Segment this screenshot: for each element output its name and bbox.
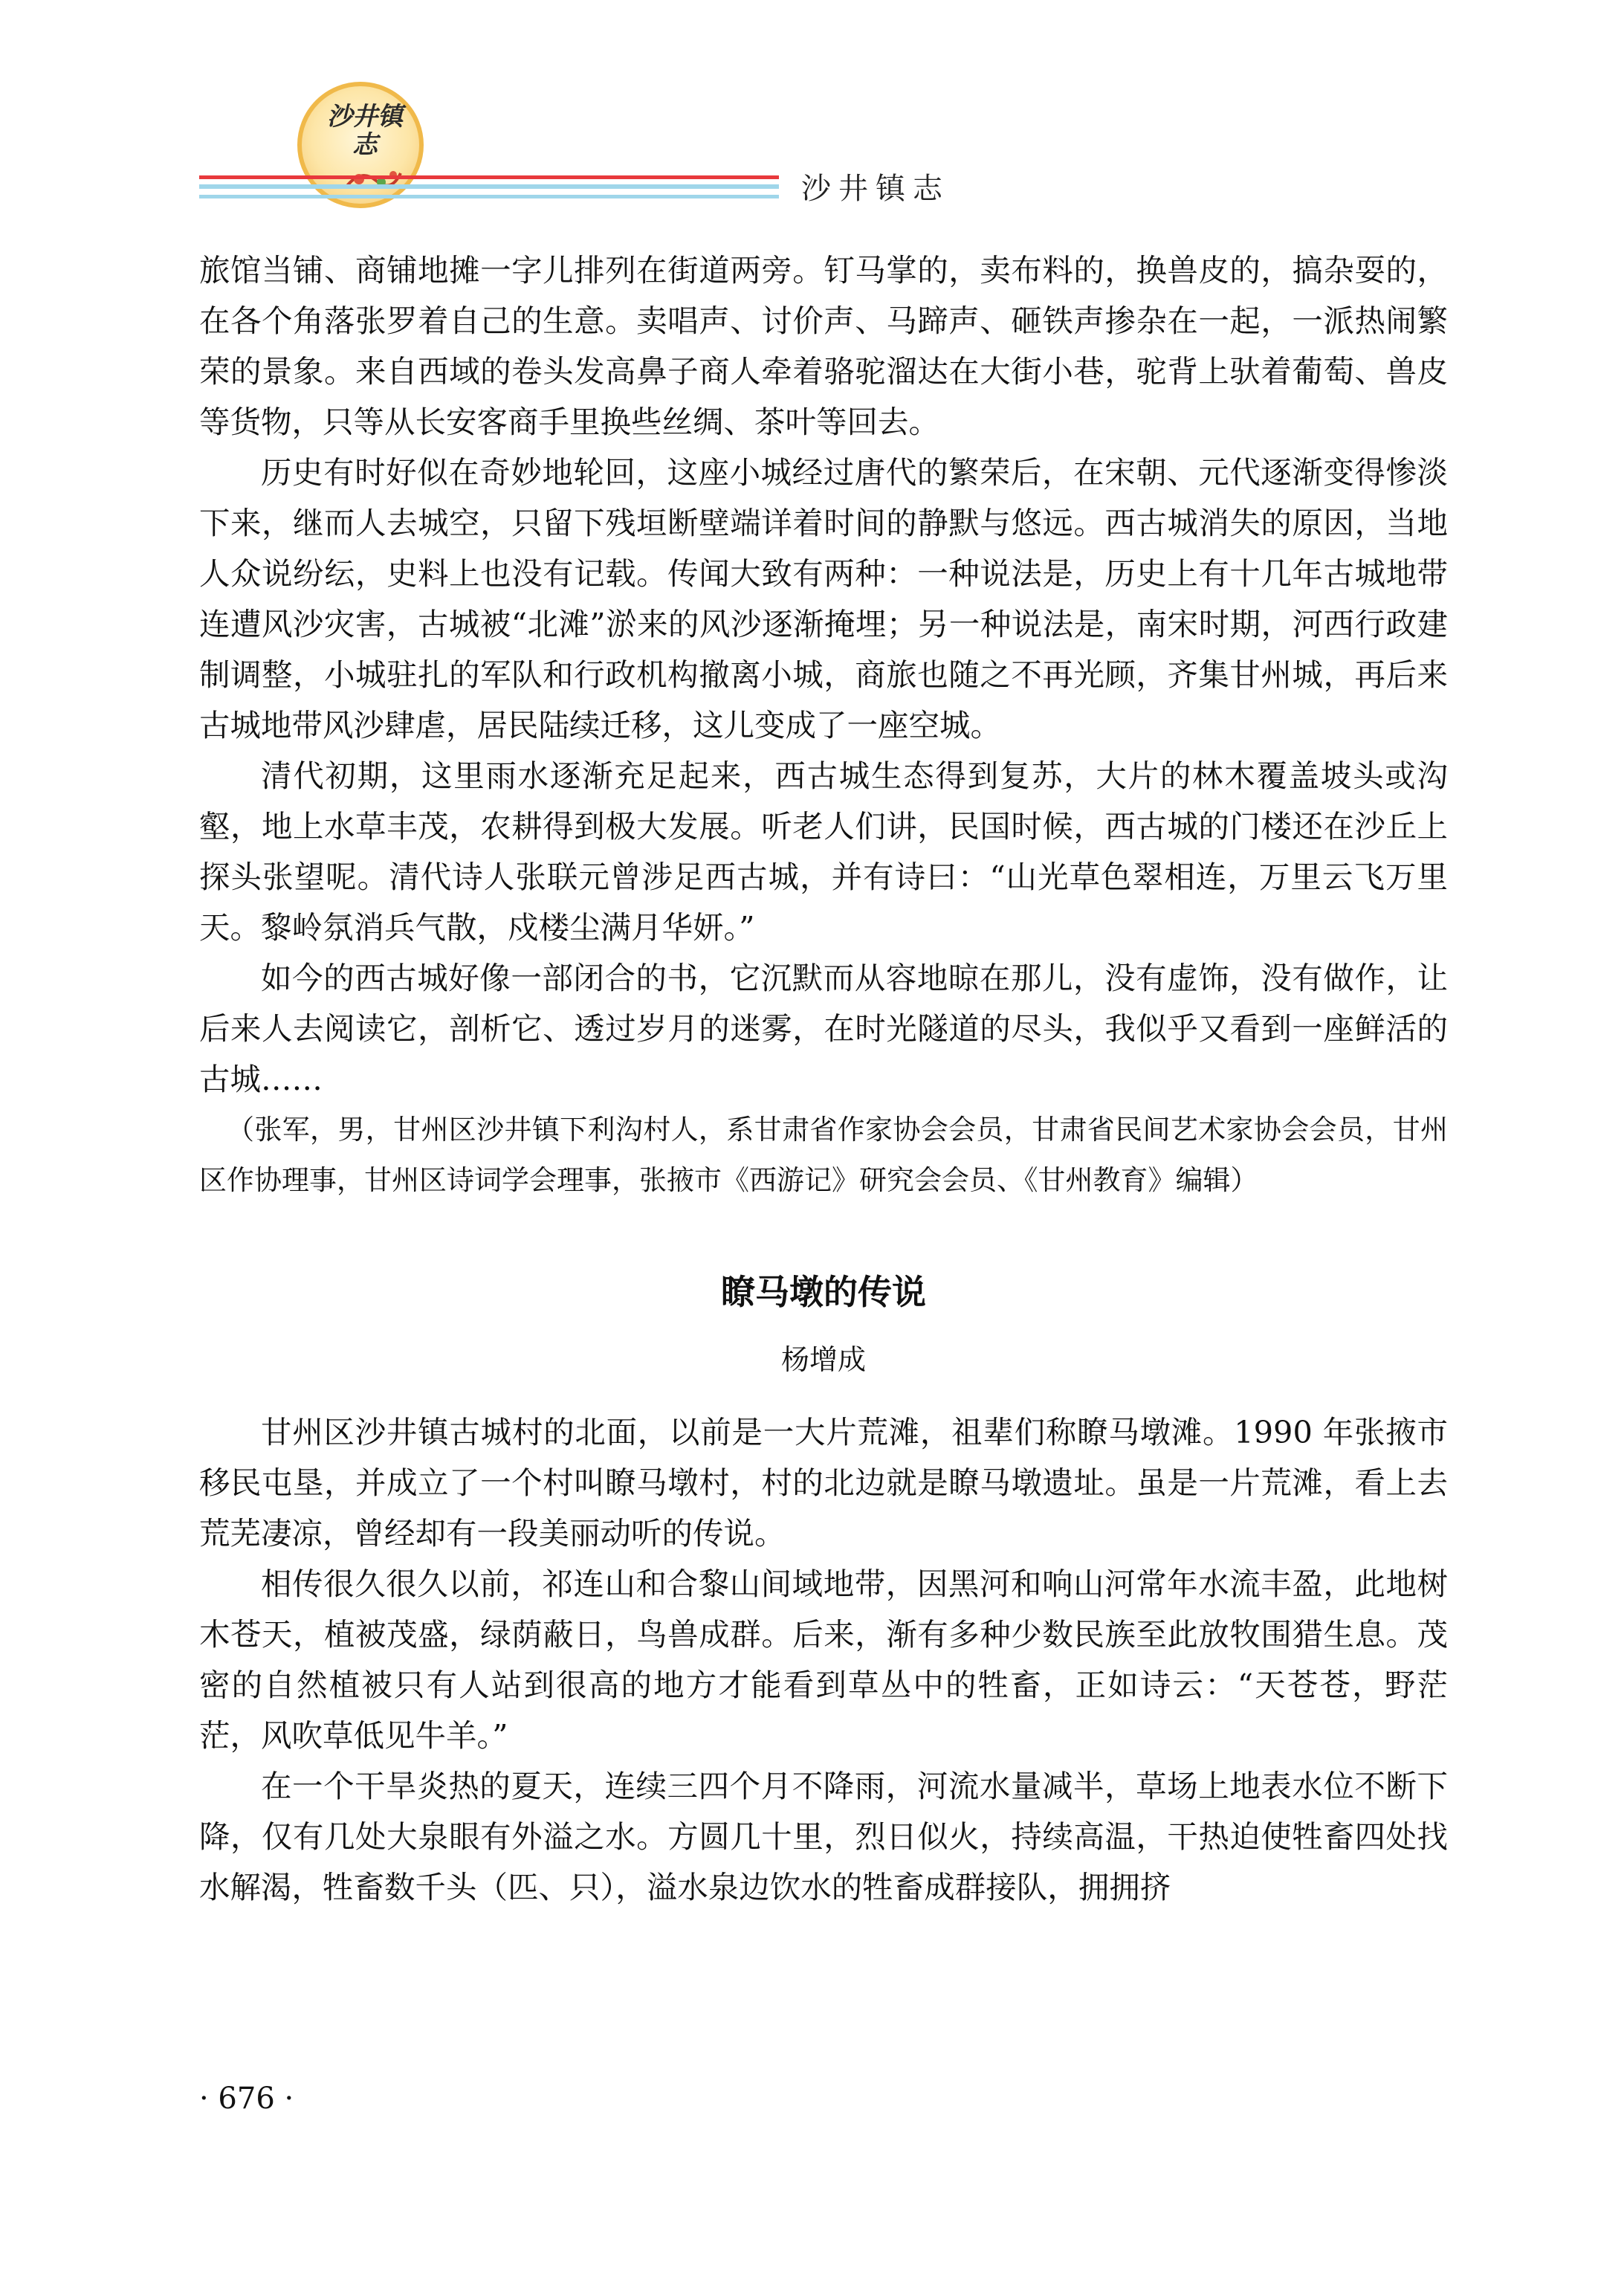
author-note: （张军，男，甘州区沙井镇下利沟村人，系甘肃省作家协会会员，甘肃省民间艺术家协会会员，甘州区作协理事，甘州区诗词学会理事，张掖市《西游记》研究会会员、《甘州教育》编辑） <box>199 1114 1448 1196</box>
logo-emblem <box>297 82 424 208</box>
article-title: 瞭马墩的传说 <box>721 1272 926 1312</box>
paragraph: 旅馆当铺、商铺地摊一字儿排列在街道两旁。钉马掌的，卖布料的，换兽皮的，搞杂耍的，在各个角落张罗着自己的生意。卖唱声、讨价声、马蹄声、砸铁声掺杂在一起，一派热闹繁荣的景象。来自西域的卷头发高鼻子商人牵着骆驼溜达在大街小巷，驼背上驮着葡萄、兽皮等货物，只等从长安客商手里换些丝绸、茶叶等回去。 <box>199 252 1448 440</box>
paragraph: 相传很久很久以前，祁连山和合黎山间域地带，因黑河和响山河常年水流丰盈，此地树木苍天，植被茂盛，绿荫蔽日，鸟兽成群。后来，渐有多种少数民族至此放牧围猎生息。茂密的自然植被只有人站到很高的地方才能看到草丛中的牲畜，正如诗云：“天苍苍，野茫茫，风吹草低见牛羊。” <box>199 1566 1448 1754</box>
paragraph: 甘州区沙井镇古城村的北面，以前是一大片荒滩，祖辈们称瞭马墩滩。1990 年张掖市移民屯垦，并成立了一个村叫瞭马墩村，村的北边就是瞭马墩遗址。虽是一片荒滩，看上去荒芜凄凉，曾经却有一段美丽动听的传说。 <box>199 1414 1448 1551</box>
page-number: · 676 · <box>199 2082 294 2116</box>
paragraph: 在一个干旱炎热的夏天，连续三四个月不降雨，河流水量减半，草场上地表水位不断下降，仅有几处大泉眼有外溢之水。方圆几十里，烈日似火，持续高温，干热迫使牲畜四处找水解渴，牲畜数千头（匹、只），溢水泉边饮水的牲畜成群接队，拥拥挤 <box>199 1768 1448 1905</box>
page-body <box>199 245 1448 1913</box>
article-author: 杨增成 <box>780 1343 866 1376</box>
logo-text: 沙井镇志 <box>327 102 403 160</box>
page-header <box>0 0 1624 223</box>
paragraph: 历史有时好似在奇妙地轮回，这座小城经过唐代的繁荣后，在宋朝、元代逐渐变得惨淡下来，继而人去城空，只留下残垣断壁端详着时间的静默与悠远。西古城消失的原因，当地人众说纷纭，史料上也没有记载。传闻大致有两种：一种说法是，历史上有十几年古城地带连遭风沙灾害，古城被“北滩”淤来的风沙逐渐掩埋；另一种说法是，南宋时期，河西行政建制调整，小城驻扎的军队和行政机构撤离小城，商旅也随之不再光顾，齐集甘州城，再后来古城地带风沙肆虐，居民陆续迁移，这儿变成了一座空城。 <box>199 454 1448 743</box>
running-title: 沙井镇志 <box>801 172 950 206</box>
flower-icon <box>343 164 402 194</box>
paragraph: 清代初期，这里雨水逐渐充足起来，西古城生态得到复苏，大片的林木覆盖坡头或沟壑，地上水草丰茂，农耕得到极大发展。听老人们讲，民国时候，西古城的门楼还在沙丘上探头张望呢。清代诗人张联元曾涉足西古城，并有诗曰：“山光草色翠相连，万里云飞万里天。黎岭氛消兵气散，戍楼尘满月华妍。” <box>199 758 1448 946</box>
header-rule-blue-2 <box>199 195 779 198</box>
paragraph: 如今的西古城好像一部闭合的书，它沉默而从容地晾在那儿，没有虚饰，没有做作，让后来人去阅读它，剖析它、透过岁月的迷雾，在时光隧道的尽头，我似乎又看到一座鲜活的古城…… <box>199 960 1448 1097</box>
header-rule-red <box>199 175 779 179</box>
header-rule-blue <box>199 184 779 189</box>
